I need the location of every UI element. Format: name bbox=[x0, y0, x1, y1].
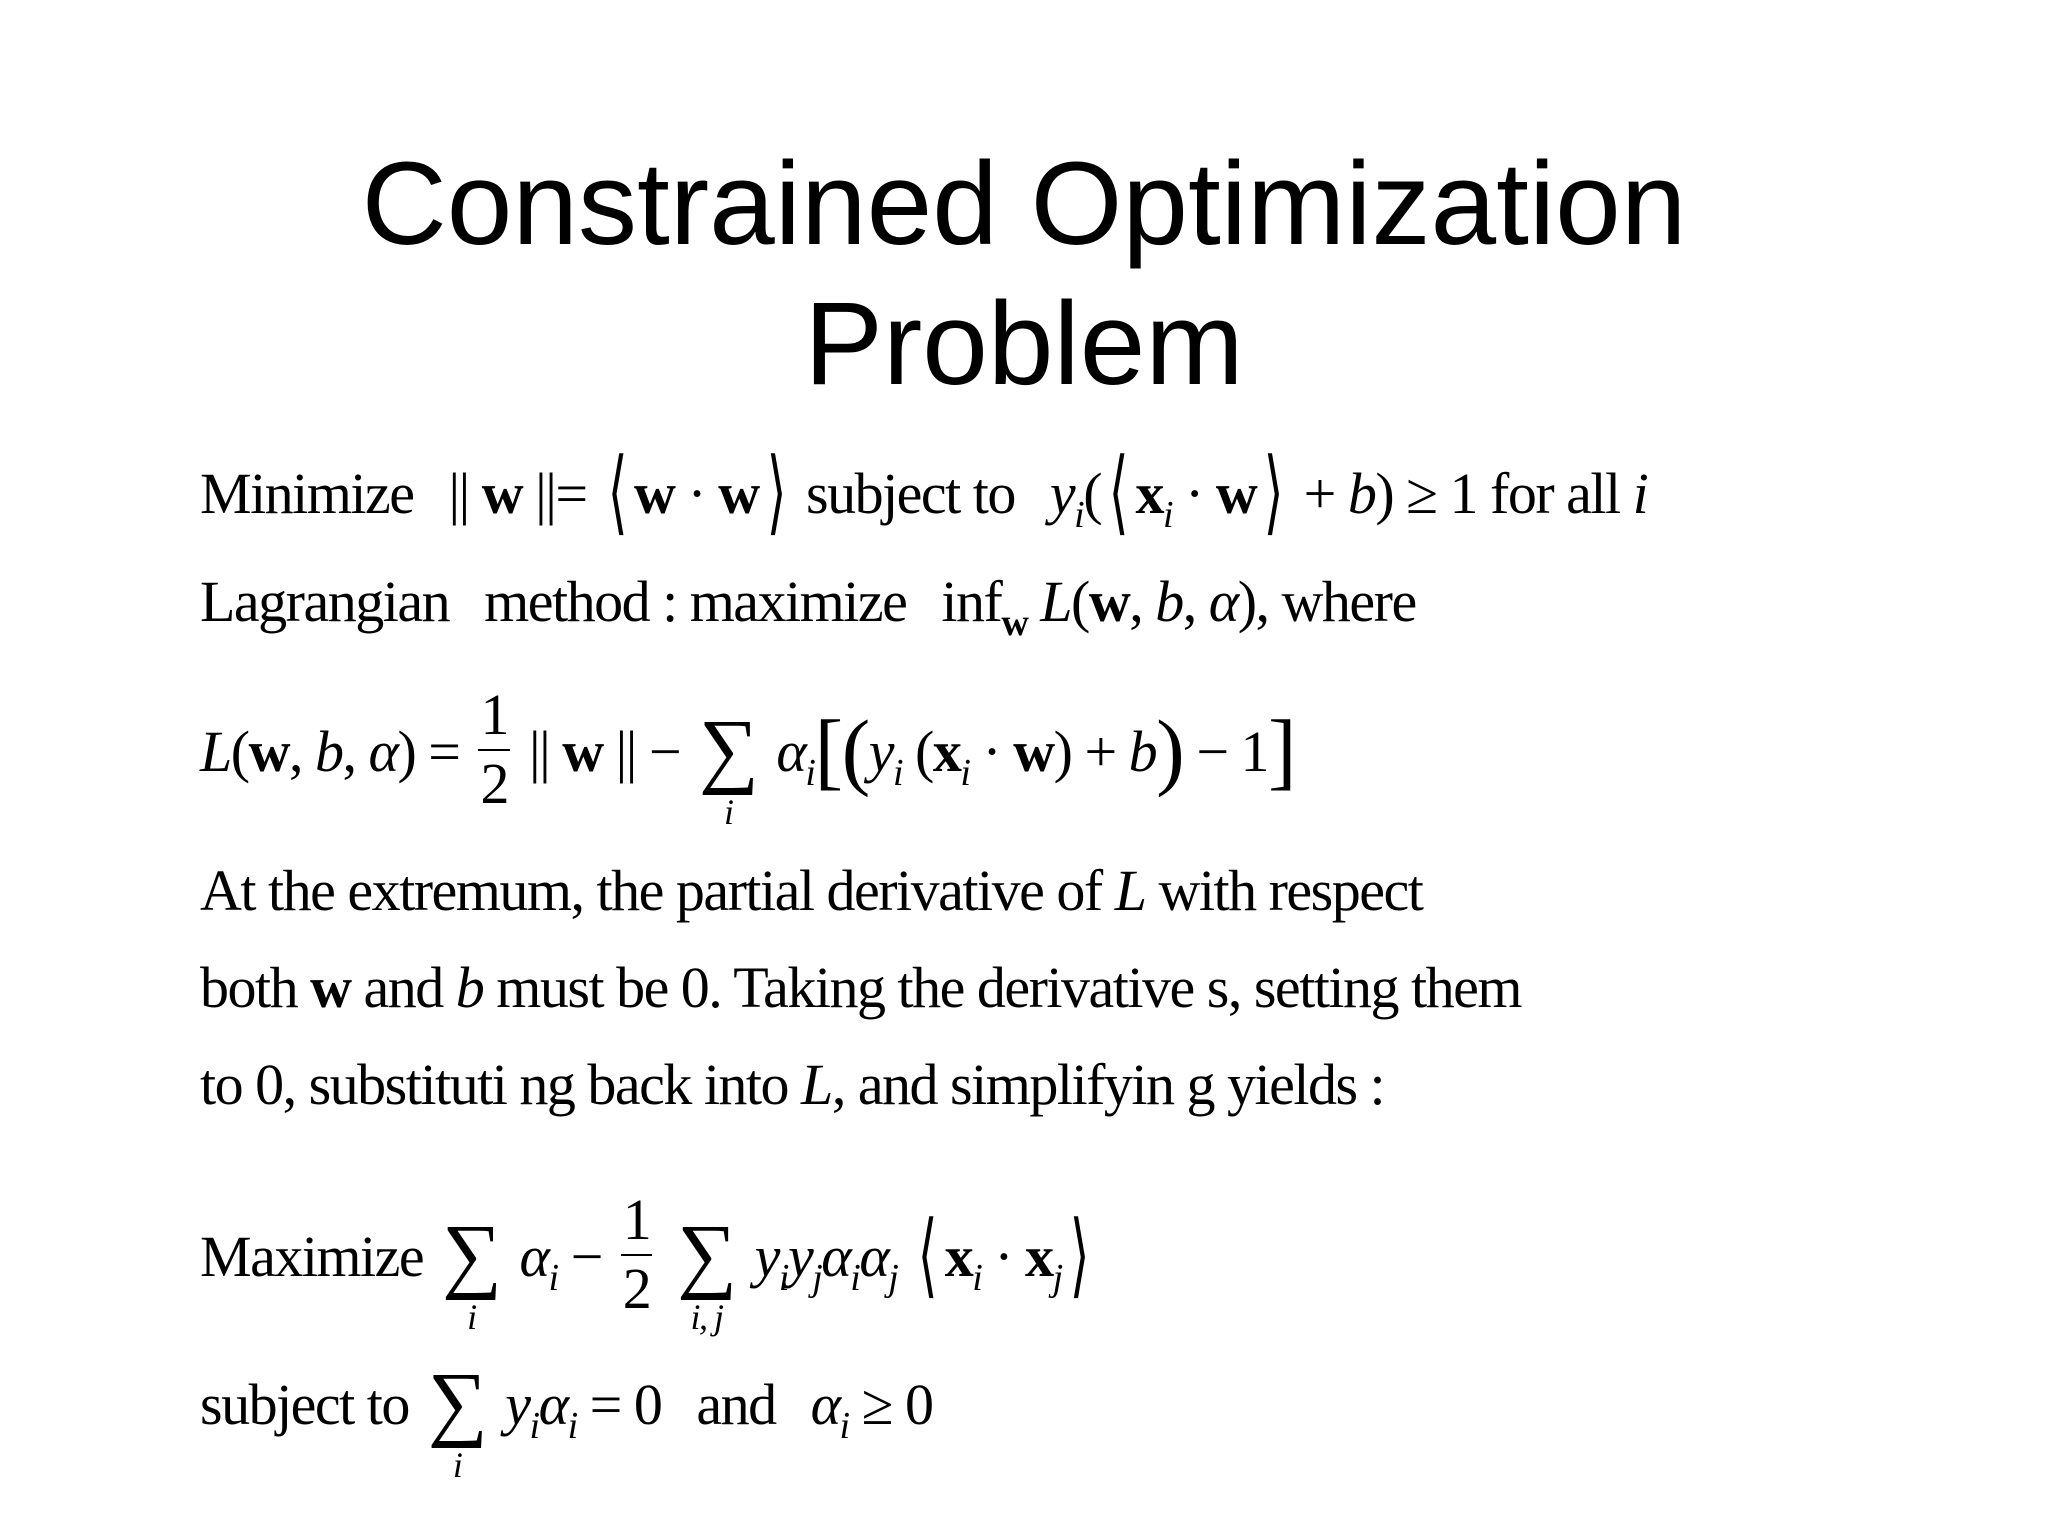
minimize-label: Minimize bbox=[200, 461, 414, 526]
maximize-label: Maximize bbox=[200, 1224, 424, 1289]
text-both-w-and-b: both w and b must be 0. Taking the derivative s, setting them bbox=[200, 955, 1521, 1020]
sum-symbol: ∑ i bbox=[427, 1356, 487, 1485]
subject-to-label: subject to bbox=[200, 1372, 409, 1437]
text-extremum: At the extremum, the partial derivative of L with respect bbox=[200, 858, 1423, 923]
and-label: and bbox=[696, 1372, 776, 1437]
equation-minimize: Minimize || w ||= ⟨ w · w⟩ subject to $y_i(⟨$ $x_i$ · w⟩ + b) ≥ 1 for all i bbox=[200, 441, 1648, 543]
for-all-label: for all bbox=[1490, 461, 1620, 526]
slide-title-line-2: Problem bbox=[804, 278, 1244, 410]
text-substituting: to 0, substituti ng back into L, and simplifyin g yields : bbox=[200, 1052, 1385, 1117]
maximize-label: : maximize bbox=[662, 569, 907, 634]
lagrangian-label: Lagrangian bbox=[200, 569, 450, 634]
fraction-one-half: $\frac{1}{2}$ bbox=[622, 1187, 651, 1321]
equation-dual-constraints: subject to ∑ i $y_i\alpha_i = 0$ and $\alpha_i \ge 0$ bbox=[200, 1356, 933, 1485]
where-label: , where bbox=[1255, 569, 1416, 634]
sum-symbol: ∑ i, j bbox=[677, 1208, 736, 1337]
equation-lagrangian-definition: L(w, b, α) = $\frac{1}{2}$ || w || − ∑ i $\alpha_i[(y_i$ $(x_i \cdot w) + b) - 1$] bbox=[200, 682, 1296, 832]
method-label: method bbox=[484, 569, 650, 634]
equation-dual-maximize: Maximize ∑ i $\alpha_i$ − $\frac{1}{2}$ ∑ i, j $y_iy_j\alpha_i\alpha_j$ ⟨ $x_i$ · $x_j⟩$ bbox=[200, 1187, 1089, 1337]
fraction-one-half: $\frac{1}{2}$ bbox=[480, 682, 508, 816]
equation-lagrangian-method: Lagrangian method : maximize inf$_w$ L(w, b, α), where bbox=[200, 569, 1416, 644]
sum-symbol: ∑ i bbox=[699, 703, 758, 832]
sum-symbol: ∑ i bbox=[442, 1208, 501, 1337]
subject-to-label: subject to bbox=[806, 461, 1015, 526]
inf-label: inf bbox=[941, 569, 1002, 634]
slide-title-line-1: Constrained Optimization bbox=[361, 138, 1687, 270]
